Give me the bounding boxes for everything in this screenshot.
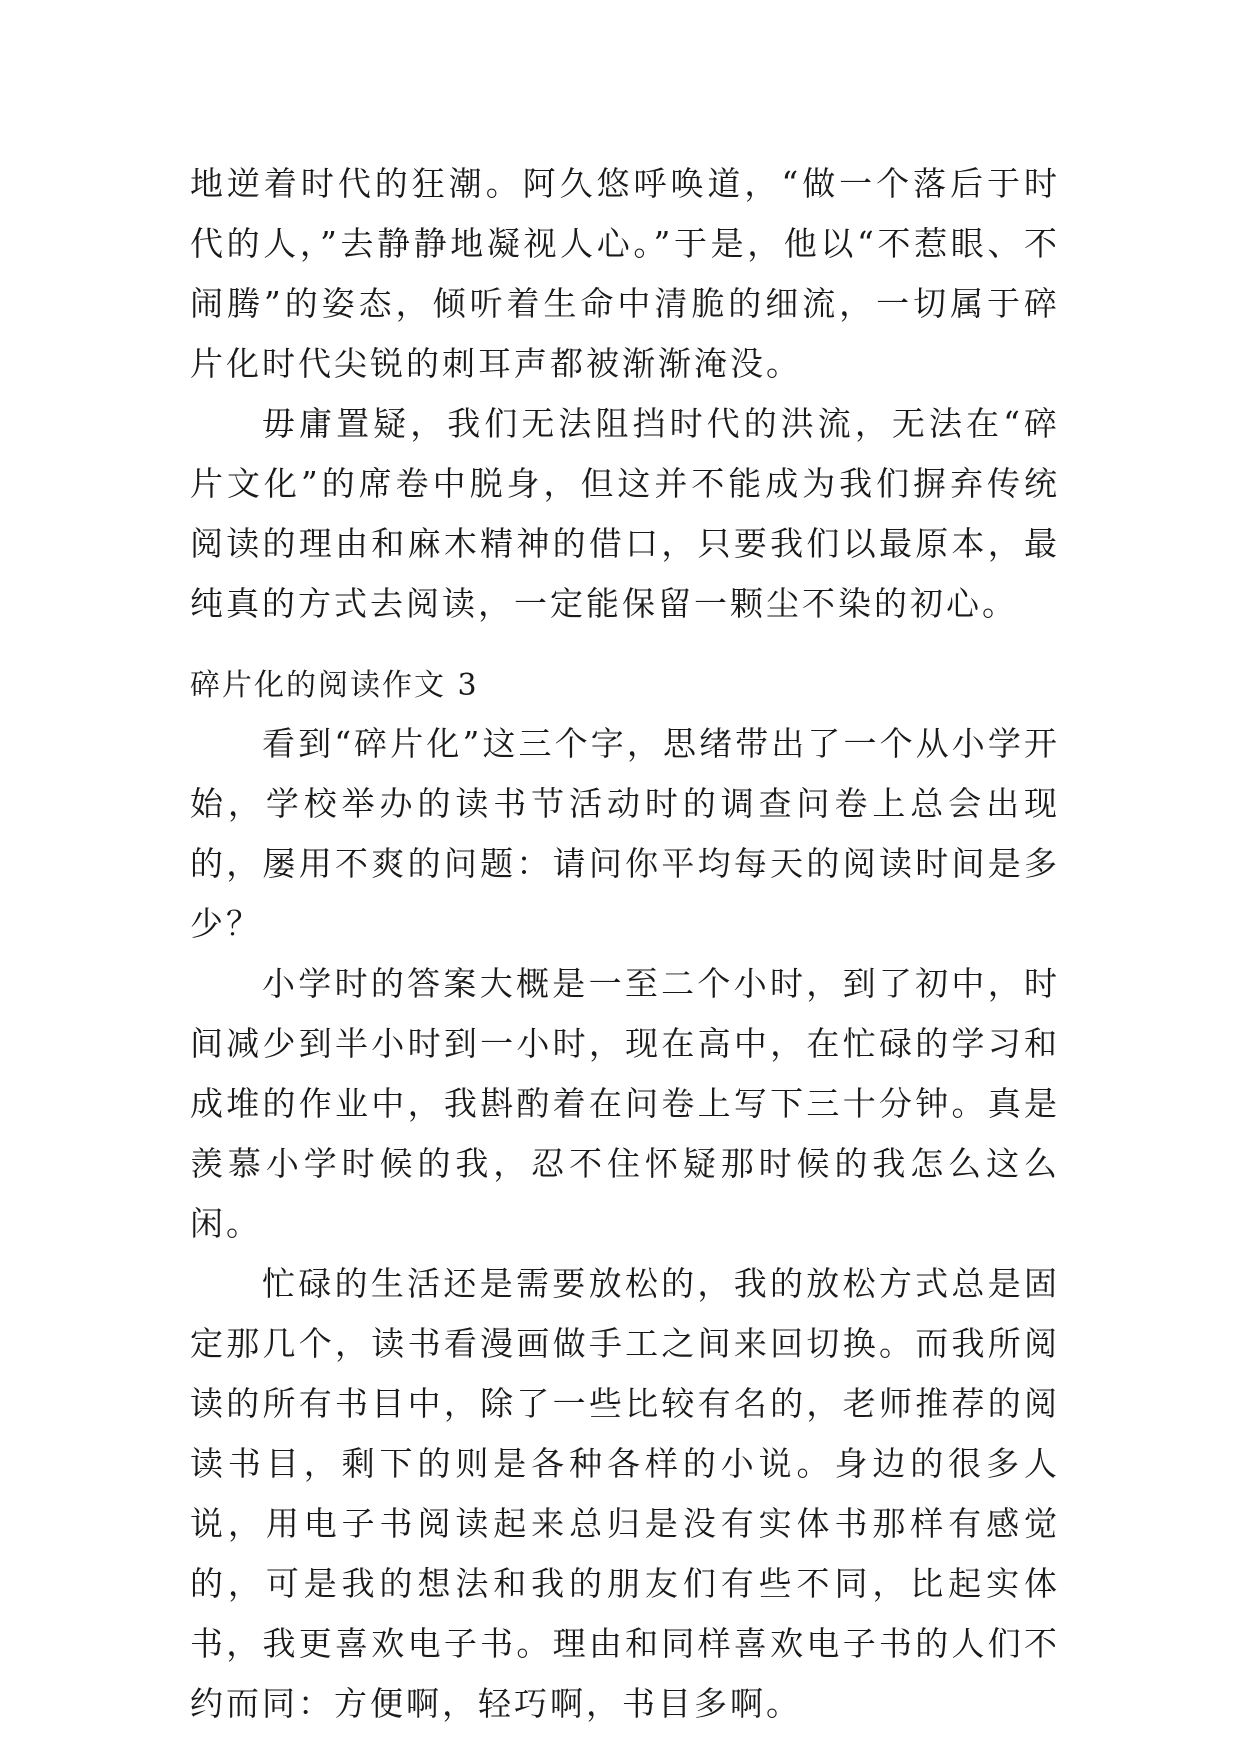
paragraph: 忙碌的生活还是需要放松的，我的放松方式总是固定那几个，读书看漫画做手工之间来回切换。而我所阅读的所有书目中，除了一些比较有名的，老师推荐的阅读书目，剩下的则是各种各样的小说。身边的很多人说，用电子书阅读起来总归是没有实体书那样有感觉的，可是我的想法和我的朋友们有些不同，比起实体书，我更喜欢电子书。理由和同样喜欢电子书的人们不约而同：方便啊，轻巧啊，书目多啊。 — [190, 1264, 1060, 1723]
body-text-bottom — [190, 714, 1060, 1734]
paragraph: 看到“碎片化”这三个字，思绪带出了一个从小学开始，学校举办的读书节活动时的调查问卷上总会出现的，屡用不爽的问题：请问你平均每天的阅读时间是多少？ — [190, 724, 1060, 943]
body-text-top — [190, 154, 1060, 634]
paragraph: 毋庸置疑，我们无法阻挡时代的洪流，无法在“碎片文化”的席卷中脱身，但这并不能成为我们摒弃传统阅读的理由和麻木精神的借口，只要我们以最原本，最纯真的方式去阅读，一定能保留一颗尘不染的初心。 — [190, 404, 1060, 623]
section-heading: 碎片化的阅读作文 3 — [190, 668, 479, 703]
paragraph-continuation: 地逆着时代的狂潮。阿久悠呼唤道，“做一个落后于时代的人，”去静静地凝视人心。”于是，他以“不惹眼、不闹腾”的姿态，倾听着生命中清脆的细流，一切属于碎片化时代尖锐的刺耳声都被渐渐淹没。 — [190, 164, 1060, 383]
paragraph: 小学时的答案大概是一至二个小时，到了初中，时间减少到半小时到一小时，现在高中，在忙碌的学习和成堆的作业中，我斟酌着在问卷上写下三十分钟。真是羡慕小学时候的我，忍不住怀疑那时候的我怎么这么闲。 — [190, 964, 1060, 1243]
